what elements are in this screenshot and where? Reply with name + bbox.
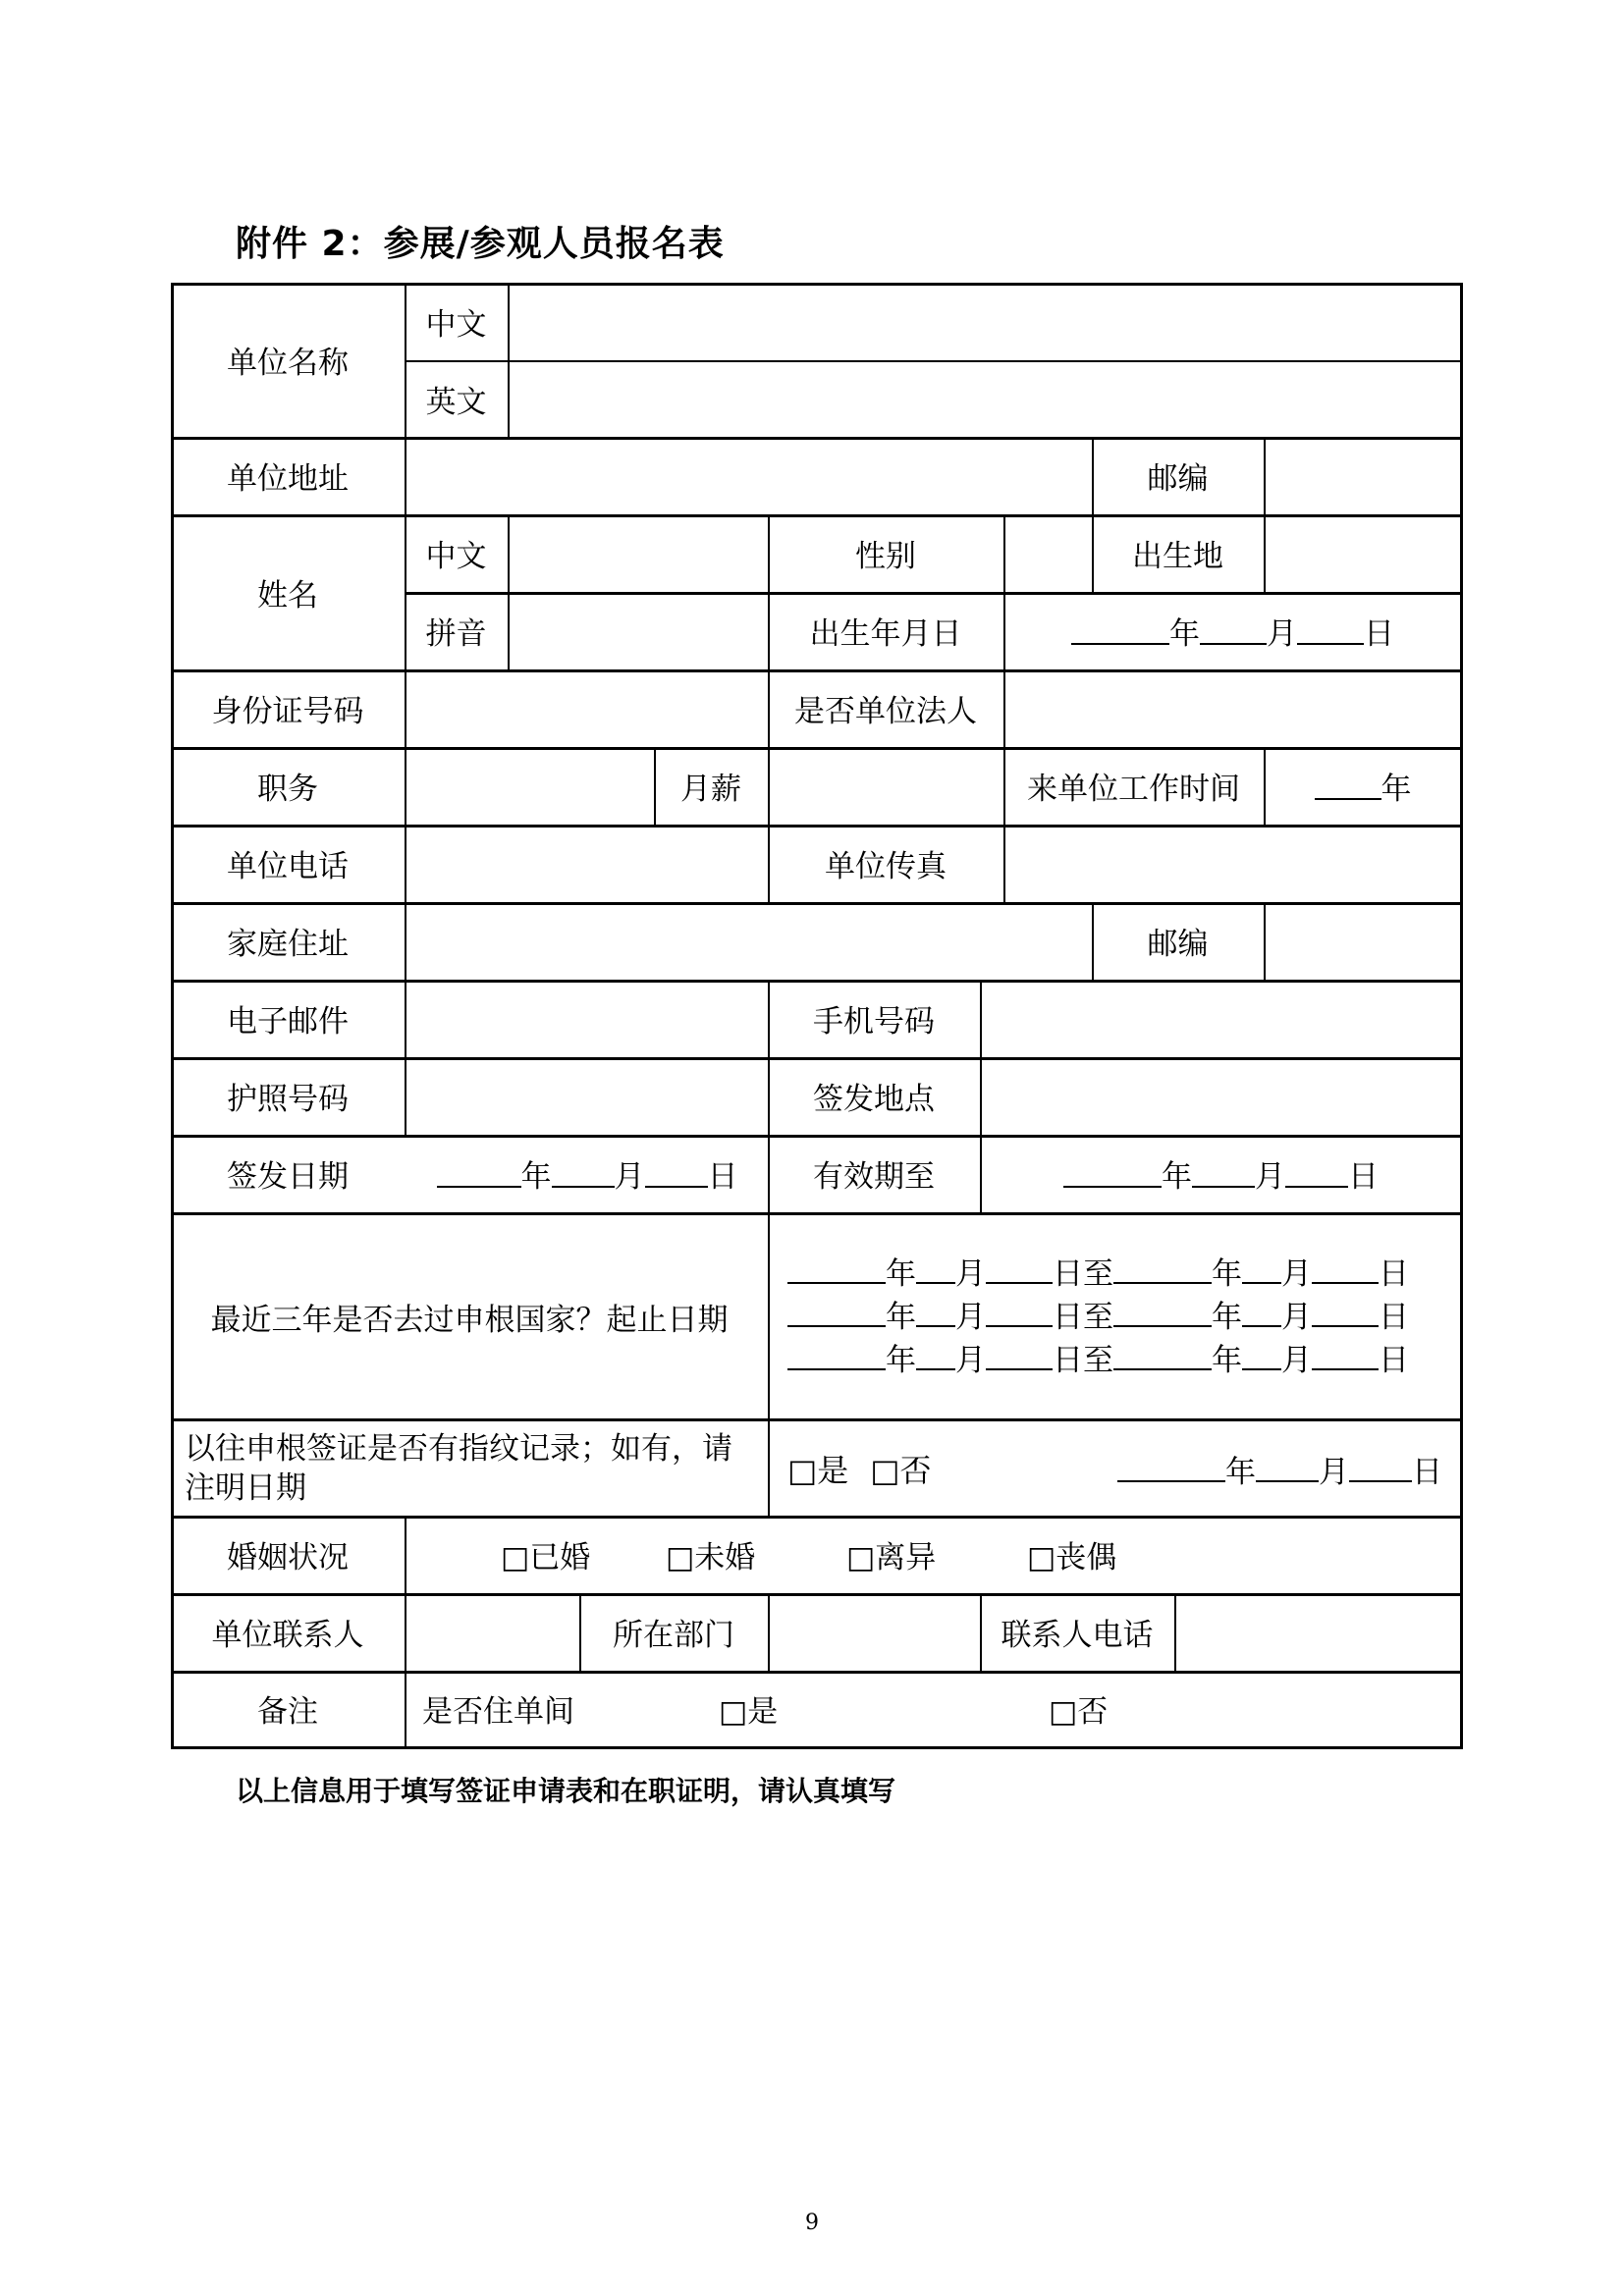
label-monthly-salary: 月薪 (680, 772, 741, 807)
home-postcode-field[interactable] (1266, 905, 1460, 980)
passport-no-field[interactable] (406, 1060, 768, 1135)
email-field[interactable] (406, 983, 768, 1057)
label-issue-place: 签发地点 (813, 1082, 935, 1117)
label-email: 电子邮件 (227, 1004, 349, 1040)
divorced-checkbox[interactable]: □离异 (846, 1540, 937, 1575)
label-pinyin: 拼音 (425, 616, 487, 652)
unit-contact-field[interactable] (406, 1596, 579, 1671)
label-unit-name: 单位名称 (227, 346, 349, 381)
position-field[interactable] (406, 750, 654, 825)
unit-name-english-field[interactable] (510, 362, 1460, 437)
label-remarks: 备注 (257, 1694, 318, 1730)
label-work-since: 来单位工作时间 (1027, 772, 1240, 807)
work-since-field[interactable] (1266, 747, 1460, 825)
label-name: 姓名 (257, 577, 318, 614)
year-char: 年 (1380, 772, 1412, 807)
month-char: 月 (614, 1159, 645, 1195)
monthly-salary-field[interactable] (770, 750, 1003, 825)
label-department: 所在部门 (613, 1618, 734, 1653)
issue-place-field[interactable] (982, 1060, 1460, 1135)
label-birth-date: 出生年月日 (809, 616, 962, 652)
label-unit-phone: 单位电话 (227, 849, 349, 884)
birth-date-field[interactable] (1005, 592, 1460, 669)
label-schengen-visits: 最近三年是否去过申根国家？起止日期 (210, 1303, 729, 1338)
schengen-date-range-1[interactable]: 年 月 日至 年 月 日 (787, 1253, 1455, 1296)
label-contact-phone: 联系人电话 (1001, 1618, 1154, 1653)
label-is-legal-rep: 是否单位法人 (794, 694, 977, 729)
name-pinyin-field[interactable] (510, 595, 768, 669)
label-id-number: 身份证号码 (211, 694, 364, 729)
name-chinese-field[interactable] (510, 517, 768, 592)
label-gender: 性别 (855, 539, 916, 574)
label-unit-address: 单位地址 (227, 461, 349, 497)
year-char: 年 (1225, 1454, 1256, 1490)
unit-phone-field[interactable] (406, 828, 768, 902)
label-unit-name-english: 英文 (425, 384, 487, 420)
label-single-room: 是否住单间 (422, 1694, 574, 1730)
label-unit-contact: 单位联系人 (211, 1618, 364, 1653)
unit-address-field[interactable] (406, 440, 1092, 514)
fingerprint-no-checkbox[interactable]: □否 (870, 1452, 932, 1489)
single-room-yes-checkbox[interactable]: □是 (719, 1694, 779, 1730)
month-char: 月 (1267, 616, 1297, 652)
label-name-chinese: 中文 (425, 539, 487, 574)
label-home-address: 家庭住址 (227, 927, 349, 962)
label-passport-no: 护照号码 (227, 1082, 349, 1117)
year-char: 年 (1162, 1159, 1192, 1195)
unmarried-checkbox[interactable]: □未婚 (666, 1540, 756, 1575)
schengen-date-range-3[interactable]: 年 月 日至 年 月 日 (787, 1339, 1455, 1382)
footnote: 以上信息用于填写签证申请表和在职证明，请认真填写 (236, 1775, 896, 1807)
fingerprint-yes-checkbox[interactable]: □是 (787, 1452, 849, 1489)
department-field[interactable] (770, 1596, 980, 1671)
single-room-no-checkbox[interactable]: □否 (1049, 1694, 1109, 1730)
home-address-field[interactable] (406, 905, 1092, 980)
year-char: 年 (1169, 616, 1200, 652)
birthplace-field[interactable] (1266, 517, 1460, 592)
label-unit-name-chinese: 中文 (425, 307, 487, 343)
label-issue-date: 签发日期 (227, 1159, 349, 1195)
day-char: 日 (1412, 1454, 1442, 1490)
day-char: 日 (707, 1159, 738, 1195)
label-home-postcode: 邮编 (1147, 927, 1209, 962)
schengen-date-range-2[interactable]: 年 月 日至 年 月 日 (787, 1296, 1455, 1339)
page-number: 9 (805, 2211, 819, 2235)
label-birthplace: 出生地 (1132, 539, 1223, 574)
registration-form (171, 283, 1463, 1749)
document-title: 附件 2：参展/参观人员报名表 (236, 224, 725, 264)
gender-field[interactable] (1005, 517, 1092, 592)
schengen-visit-dates[interactable] (787, 1215, 1455, 1418)
contact-phone-field[interactable] (1176, 1596, 1460, 1671)
label-position: 职务 (257, 772, 318, 807)
label-marital-status: 婚姻状况 (227, 1540, 349, 1575)
unit-name-chinese-field[interactable] (510, 285, 1460, 360)
mobile-field[interactable] (982, 983, 1460, 1057)
day-char: 日 (1348, 1159, 1379, 1195)
label-unit-fax: 单位传真 (825, 849, 947, 884)
issue-date-field[interactable] (406, 1135, 768, 1212)
label-mobile: 手机号码 (813, 1004, 935, 1040)
label-fingerprint: 以往申根签证是否有指纹记录；如有，请注明日期 (185, 1431, 732, 1506)
id-number-field[interactable] (406, 672, 768, 747)
unit-postcode-field[interactable] (1266, 440, 1460, 514)
label-unit-postcode: 邮编 (1147, 461, 1209, 497)
fingerprint-date-field[interactable] (1094, 1421, 1460, 1516)
month-char: 月 (1255, 1159, 1285, 1195)
year-char: 年 (520, 1159, 552, 1195)
widowed-checkbox[interactable]: □丧偶 (1027, 1540, 1117, 1575)
married-checkbox[interactable]: □已婚 (501, 1540, 591, 1575)
label-valid-until: 有效期至 (813, 1159, 935, 1195)
day-char: 日 (1364, 616, 1394, 652)
is-legal-rep-field[interactable] (1005, 672, 1460, 747)
unit-fax-field[interactable] (1005, 828, 1460, 902)
month-char: 月 (1319, 1454, 1349, 1490)
valid-until-field[interactable] (982, 1135, 1460, 1212)
fingerprint-options (787, 1421, 945, 1516)
